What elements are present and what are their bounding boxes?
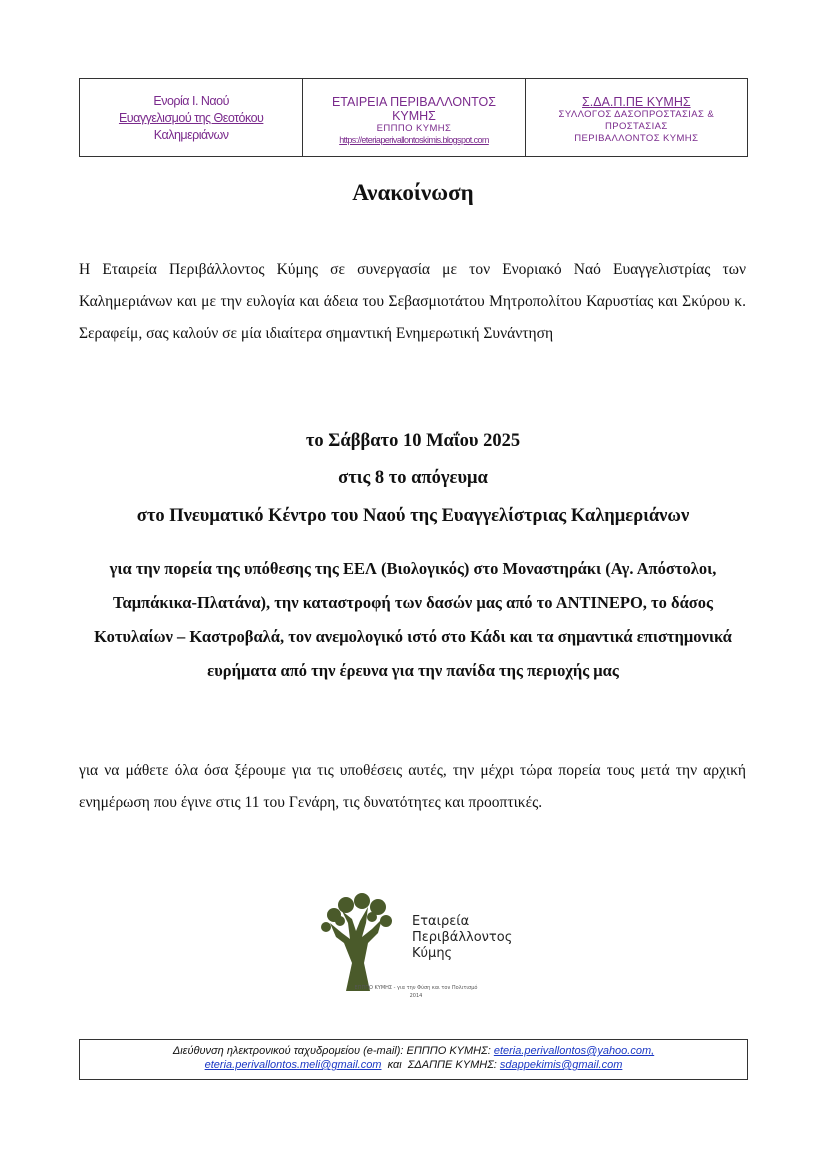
header-parish-cell	[80, 79, 302, 156]
society-line2: ΚΥΜΗΣ	[392, 109, 436, 123]
header-table	[79, 78, 748, 157]
association-line4: ΠΕΡΙΒΑΛΛΟΝΤΟΣ ΚΥΜΗΣ	[574, 133, 699, 144]
association-line1: Σ.ΔΑ.Π.ΠΕ ΚΥΜΗΣ	[582, 95, 691, 109]
footer-prefix: Διεύθυνση ηλεκτρονικού ταχυδρομείου (e-mail): ΕΠΠΠΟ ΚΥΜΗΣ:	[172, 1045, 494, 1057]
society-blog-link[interactable]: https://eteriaperivallontoskimis.blogspot.com	[339, 135, 489, 145]
email-link-1[interactable]: eteria.perivallontos@yahoo.com,	[493, 1045, 655, 1057]
event-time: στις 8 το απόγευμα	[338, 468, 488, 488]
header-association-cell	[525, 79, 747, 156]
logo-year: 2014	[409, 993, 423, 999]
footer-contact	[79, 1039, 748, 1080]
closing-paragraph: για να μάθετε όλα όσα ξέρουμε για τις υποθέσεις αυτές, την μέχρι τώρα πορεία τους μετά την αρχική ενημέρωση που έγινε στις 11 του Γενάρη, τις δυνατότητες και προοπτικές.	[79, 762, 746, 811]
header-society-cell	[302, 79, 524, 156]
tree-icon	[321, 893, 392, 991]
society-line3: ΕΠΠΠΟ ΚΥΜΗΣ	[376, 123, 452, 134]
intro-paragraph: Η Εταιρεία Περιβάλλοντος Κύμης σε συνεργασία με τον Ενοριακό Ναό Ευαγγελιστρίας των Καλημεριάνων και με την ευλογία και άδεια του Σεβασμιοτάτου Μητροπολίτου Καρυστίας και Σκύρου κ. Σεραφείμ, σας καλούν σε μία ιδιαίτερα σημαντική Ενημερωτική Συνάντηση	[79, 261, 746, 342]
event-place: στο Πνευματικό Κέντρο του Ναού της Ευαγγελίστριας Καλημεριάνων	[136, 506, 690, 526]
logo-line1: Εταιρεία	[412, 914, 470, 929]
event-topic: για την πορεία της υπόθεσης της ΕΕΛ (Βιολογικός) στο Μοναστηράκι (Αγ. Απόστολοι, Ταμπάκικα-Πλατάνα), την καταστροφή των δασών μας από το ΑΝΤΙΝΕΡΟ, το δάσος Κοτυλαίων – Καστροβαλά, τον ανεμολογικό ιστό στο Κάδι και τα σημαντικά επιστημονικά ευρήματα από την έρευνα για την πανίδα της περιοχής μας	[94, 559, 732, 680]
logo-tagline: ΕΠΠΠΟ ΚΥΜΗΣ - για την Φύση και τον Πολιτισμό	[354, 985, 478, 991]
parish-line3: Καλημεριάνων	[153, 128, 229, 142]
footer-middle: και ΣΔΑΠΠΕ ΚΥΜΗΣ:	[381, 1059, 500, 1071]
event-date: το Σάββατο 10 Μαΐου 2025	[305, 431, 521, 451]
society-logo	[316, 893, 516, 1003]
parish-line1: Ενορία Ι. Ναού	[153, 94, 229, 108]
association-line2: ΣΥΛΛΟΓΟΣ ΔΑΣΟΠΡΟΣΤΑΣΙΑΣ &	[558, 109, 715, 120]
association-line3: ΠΡΟΣΤΑΣΙΑΣ	[605, 121, 668, 132]
email-link-2[interactable]: eteria.perivallontos.meli@gmail.com	[204, 1059, 382, 1071]
page-title: Ανακοίνωση	[352, 180, 474, 205]
email-link-3[interactable]: sdappekimis@gmail.com	[499, 1059, 623, 1071]
logo-line2: Περιβάλλοντος	[412, 930, 513, 945]
parish-line2: Ευαγγελισμού της Θεοτόκου	[118, 111, 264, 125]
logo-line3: Κύμης	[412, 946, 453, 961]
society-line1: ΕΤΑΙΡΕΙΑ ΠΕΡΙΒΑΛΛΟΝΤΟΣ	[331, 95, 496, 109]
